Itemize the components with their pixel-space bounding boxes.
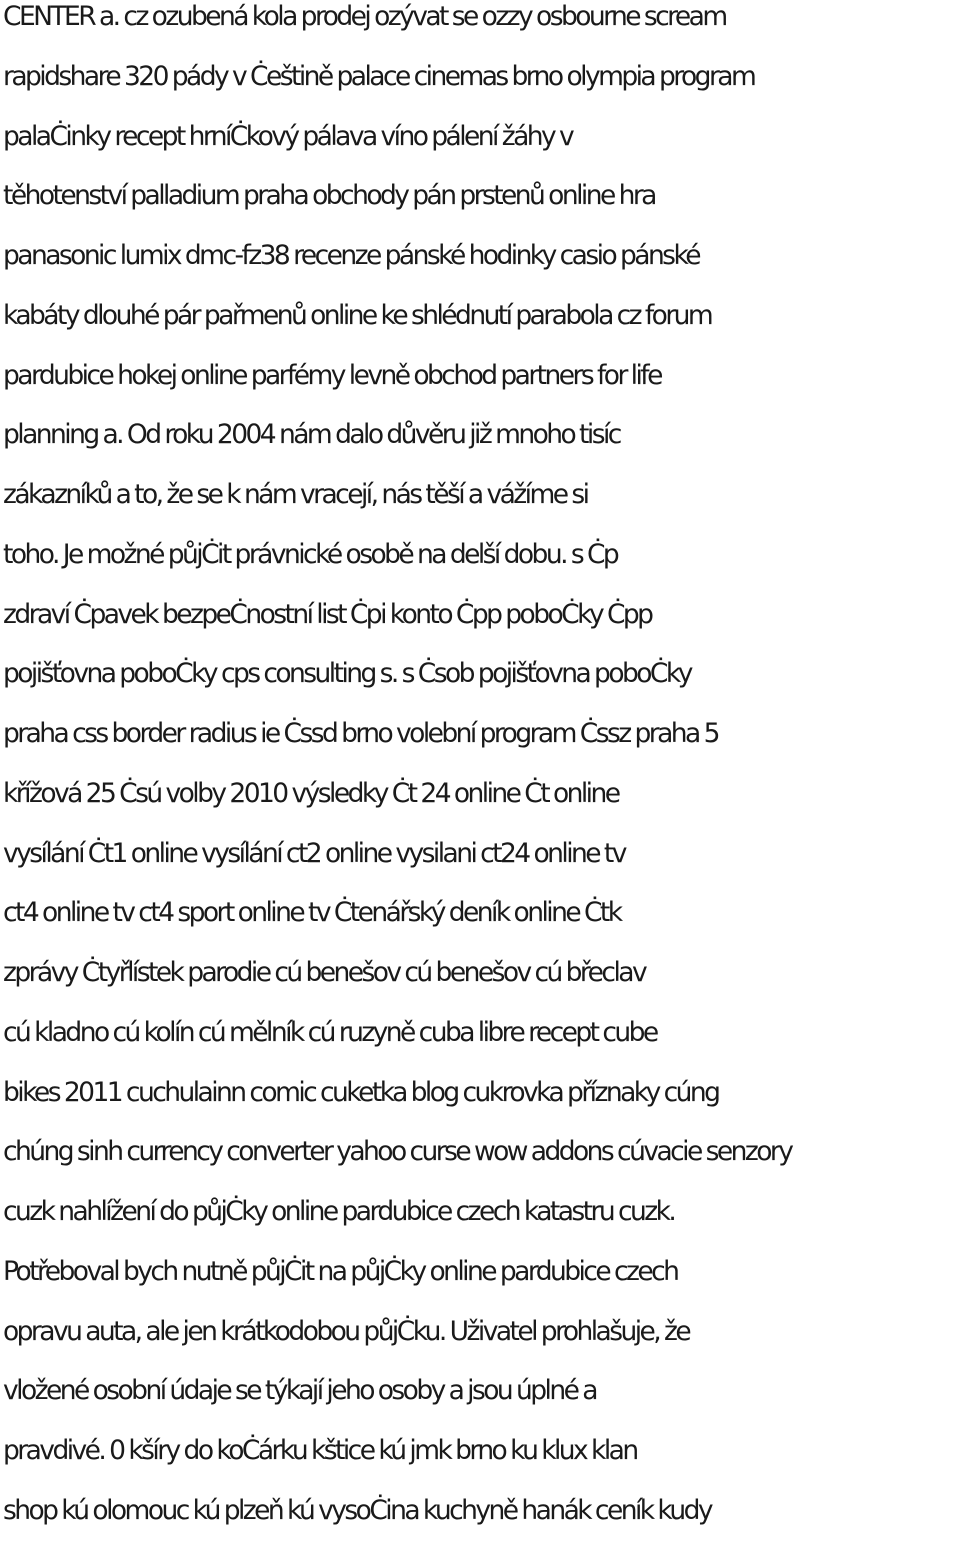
text-line: opravu auta, ale jen krátkodobou půjĊku. Uživatel prohlašuje, že (3, 1315, 690, 1347)
text-line: chúng sinh currency converter yahoo curse wow addons cúvacie senzory (3, 1136, 792, 1168)
text-line: zdraví Ċpavek bezpeĊnostní list Ċpi konto Ċpp poboĊky Ċpp (3, 598, 652, 630)
text-line: těhotenství palladium praha obchody pán prstenů online hra (3, 180, 655, 212)
text-line: cú kladno cú kolín cú mělník cú ruzyně cuba libre recept cube (3, 1016, 657, 1048)
text-line: shop kú olomouc kú plzeň kú vysoĊina kuchyně hanák ceník kudy (3, 1494, 712, 1526)
text-line: zprávy Ċtyřlístek parodie cú benešov cú benešov cú břeclav (3, 957, 646, 988)
text-line: vysílání Ċt1 online vysílání ct2 online vysilani ct24 online tv (3, 837, 625, 869)
text-line: praha css border radius ie Ċssd brno volební program Ċssz praha 5 (3, 718, 718, 749)
text-line: vložené osobní údaje se týkají jeho osoby a jsou úplné a (3, 1375, 596, 1407)
text-line: CENTER a. cz ozubená kola prodej ozývat se ozzy osbourne scream (3, 1, 726, 32)
text-line: Potřeboval bych nutně půjĊit na půjĊky online pardubice czech (3, 1255, 678, 1287)
text-line: pojišťovna poboĊky cps consulting s. s Ċsob pojišťovna poboĊky (3, 658, 691, 690)
text-line: palaĊinky recept hrníĊkový pálava víno pálení žáhy v (3, 120, 573, 152)
document-body (3, 0, 960, 1554)
text-line: kabáty dlouhé pár pařmenů online ke shlédnutí parabola cz forum (3, 299, 712, 331)
text-line: planning a. Od roku 2004 nám dalo důvěru již mnoho tisíc (3, 419, 620, 451)
text-line: toho. Je možné půjĊit právnické osobě na delší dobu. s Ċp (3, 538, 618, 570)
text-line: panasonic lumix dmc-fz38 recenze pánské hodinky casio pánské (3, 240, 700, 271)
text-line: bikes 2011 cuchulainn comic cuketka blog cukrovka příznaky cúng (3, 1076, 719, 1108)
text-line: pravdivé. 0 kšíry do koĊárku kštice kú jmk brno ku klux klan (3, 1435, 637, 1466)
text-line: křížová 25 Ċsú volby 2010 výsledky Ċt 24 online Ċt online (3, 777, 619, 809)
text-line: pardubice hokej online parfémy levně obchod partners for life (3, 359, 661, 391)
text-line: rapidshare 320 pády v Ċeštině palace cinemas brno olympia program (3, 60, 755, 92)
text-line: ct4 online tv ct4 sport online tv Ċtenářský deník online Ċtk (3, 897, 621, 929)
text-line: cuzk nahlížení do půjĊky online pardubice czech katastru cuzk. (3, 1196, 675, 1227)
text-line: zákazníků a to, že se k nám vracejí, nás těší a vážíme si (3, 479, 588, 510)
